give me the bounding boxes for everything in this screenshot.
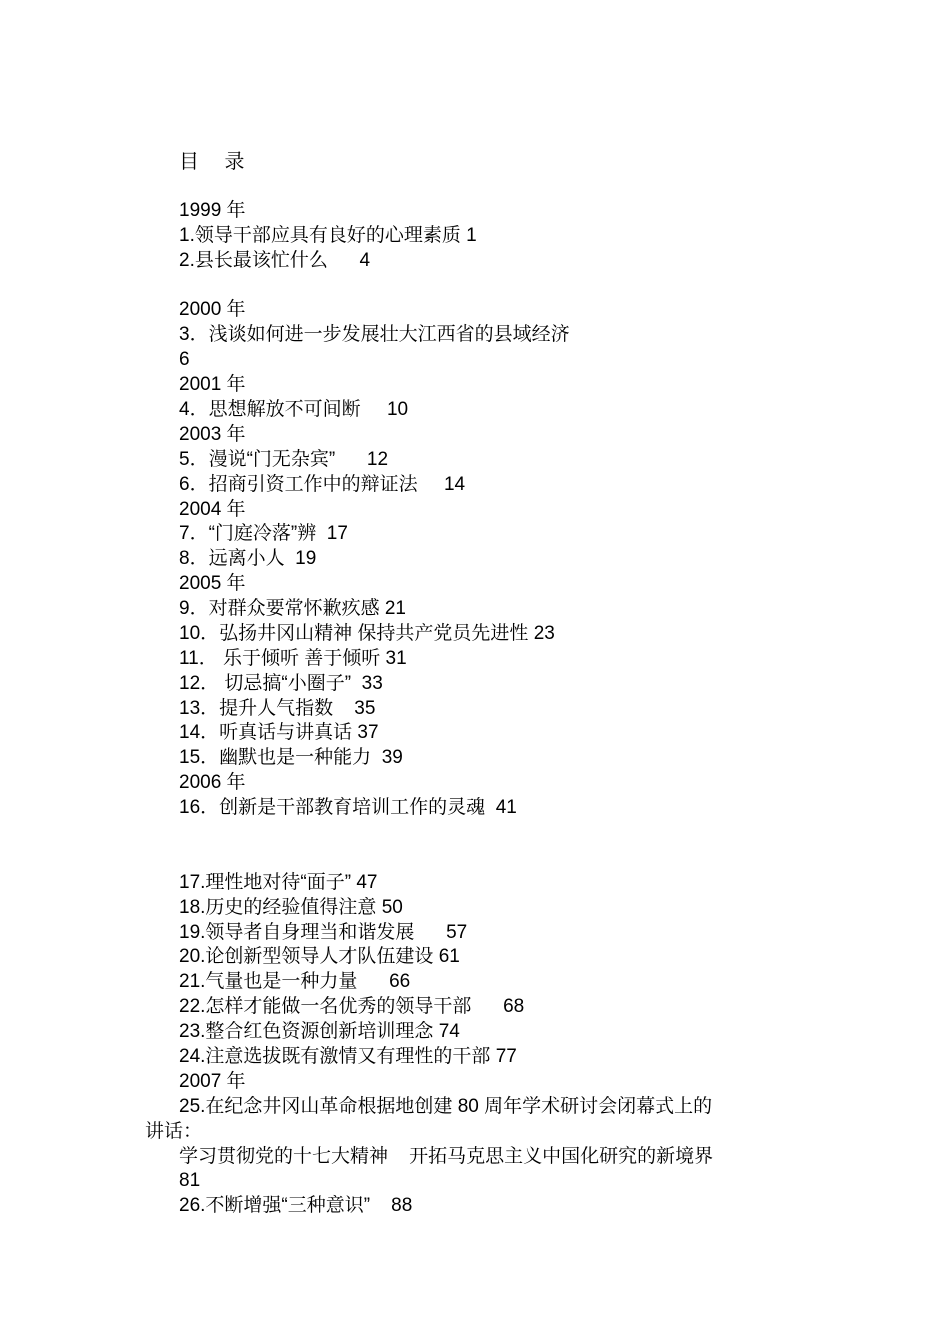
toc-entry-15: 15．幽默也是一种能力 39 <box>179 747 403 768</box>
year-heading-2003: 2003 年 <box>179 424 246 445</box>
year-heading-2005: 2005 年 <box>179 573 246 594</box>
toc-entry-5: 5．漫说“门无杂宾” 12 <box>179 449 389 470</box>
toc-entry-3: 3．浅谈如何进一步发展壮大江西省的县域经济 <box>179 324 570 345</box>
toc-entry-2: 2.县长最该忙什么 4 <box>179 250 371 271</box>
toc-entry-22: 22.怎样才能做一名优秀的领导干部 68 <box>179 996 525 1017</box>
year-heading-2006: 2006 年 <box>179 772 246 793</box>
toc-entry-13: 13．提升人气指数 35 <box>179 698 376 719</box>
toc-entry-14: 14．听真话与讲真话 37 <box>179 722 379 743</box>
toc-entry-11: 11． 乐于倾听 善于倾听 31 <box>179 648 407 669</box>
year-heading-1999: 1999 年 <box>179 200 246 221</box>
toc-entry-8: 8．远离小人 19 <box>179 548 317 569</box>
toc-entry-26: 26.不断增强“三种意识” 88 <box>179 1195 413 1216</box>
toc-entry-25-page: 81 <box>179 1170 201 1191</box>
toc-entry-25-continued: 讲话： <box>145 1121 203 1142</box>
year-heading-2001: 2001 年 <box>179 374 246 395</box>
year-heading-2004: 2004 年 <box>179 499 246 520</box>
toc-entry-6: 6．招商引资工作中的辩证法 14 <box>179 474 466 495</box>
toc-entry-10: 10．弘扬井冈山精神 保持共产党员先进性 23 <box>179 623 555 644</box>
toc-entry-25: 25.在纪念井冈山革命根据地创建 80 周年学术研讨会闭幕式上的 <box>179 1096 713 1117</box>
toc-entry-7: 7．“门庭冷落”辨 17 <box>179 523 348 544</box>
toc-entry-25-subtitle: 学习贯彻党的十七大精神 开拓马克思主义中国化研究的新境界 <box>179 1146 714 1167</box>
toc-entry-12: 12． 切忌搞“小圈子” 33 <box>179 673 383 694</box>
toc-entry-16: 16．创新是干部教育培训工作的灵魂 41 <box>179 797 517 818</box>
toc-entry-3-page: 6 <box>179 349 190 370</box>
toc-entry-24: 24.注意选拔既有激情又有理性的干部 77 <box>179 1046 517 1067</box>
toc-entry-21: 21.气量也是一种力量 66 <box>179 971 411 992</box>
toc-entry-4: 4．思想解放不可间断 10 <box>179 399 409 420</box>
toc-entry-18: 18.历史的经验值得注意 50 <box>179 897 403 918</box>
toc-entry-23: 23.整合红色资源创新培训理念 74 <box>179 1021 460 1042</box>
toc-entry-17: 17.理性地对待“面子” 47 <box>179 872 378 893</box>
toc-entry-9: 9．对群众要常怀歉疚感 21 <box>179 598 406 619</box>
toc-entry-20: 20.论创新型领导人才队伍建设 61 <box>179 946 460 967</box>
year-heading-2000: 2000 年 <box>179 299 246 320</box>
toc-heading: 目 录 <box>179 151 255 173</box>
toc-entry-19: 19.领导者自身理当和谐发展 57 <box>179 922 468 943</box>
toc-entry-1: 1.领导干部应具有良好的心理素质 1 <box>179 225 477 246</box>
year-heading-2007: 2007 年 <box>179 1071 246 1092</box>
